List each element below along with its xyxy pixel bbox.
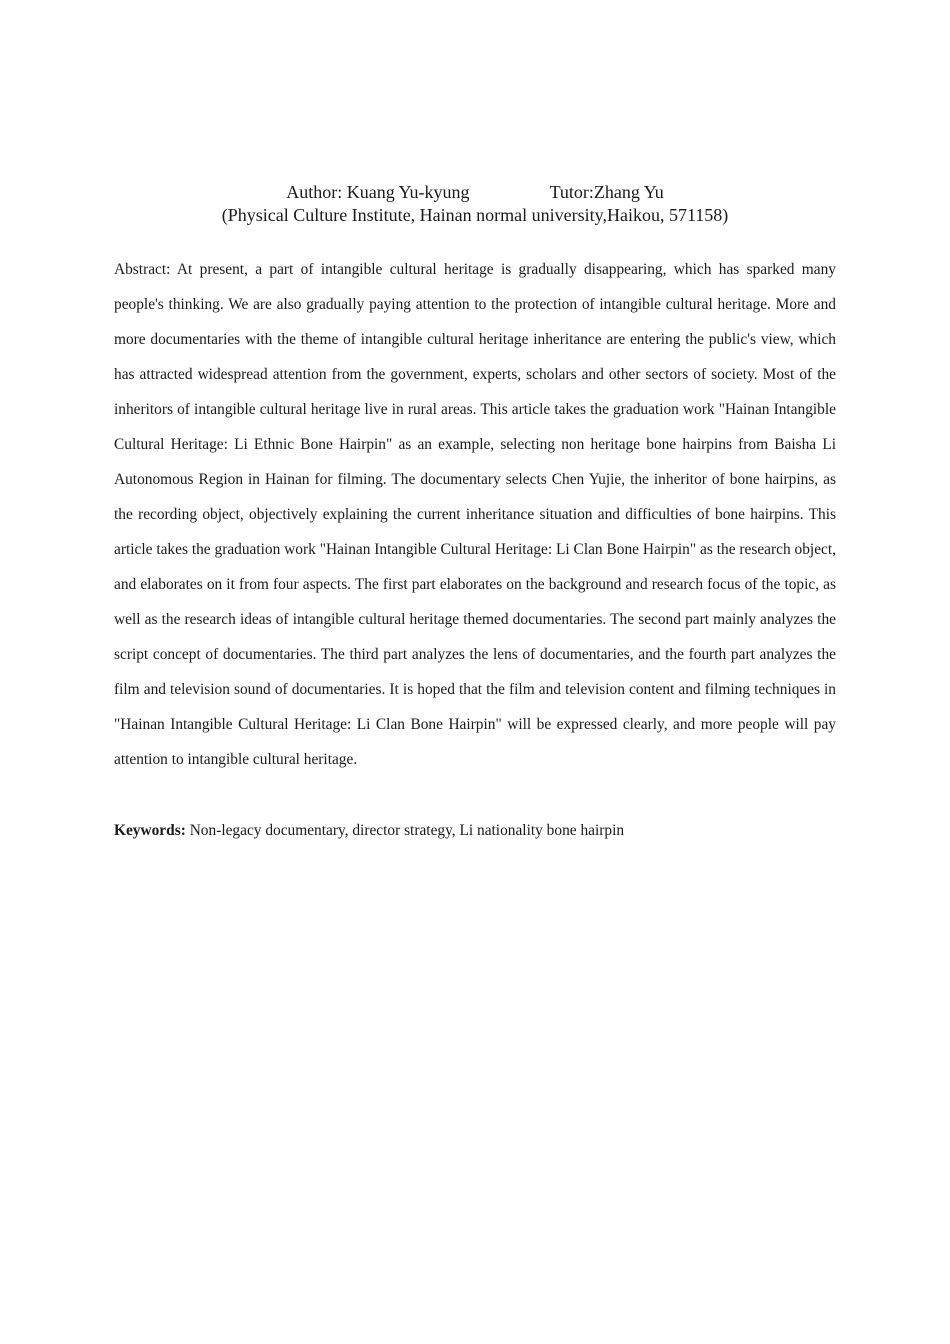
keywords-label: Keywords: [114, 822, 186, 839]
author-name: Author: Kuang Yu-kyung [286, 182, 470, 202]
abstract-paragraph: Abstract: At present, a part of intangible cultural heritage is gradually disappearing, which has sparked many people's thinking. We are also gradually paying attention to the protection of intangible cultural heritage. More and more documentaries with the theme of intangible cultural heritage inheritance are entering the public's view, which has attracted widespread attention from the government, experts, scholars and other sectors of society. Most of the inheritors of intangible cultural heritage live in rural areas. This article takes the graduation work "Hainan Intangible Cultural Heritage: Li Ethnic Bone Hairpin" as an example, selecting non heritage bone hairpins from Baisha Li Autonomous Region in Hainan for filming. The documentary selects Chen Yujie, the inheritor of bone hairpins, as the recording object, objectively explaining the current inheritance situation and difficulties of bone hairpins. This article takes the graduation work "Hainan Intangible Cultural Heritage: Li Clan Bone Hairpin" as the research object, and elaborates on it from four aspects. The first part elaborates on the background and research focus of the topic, as well as the research ideas of intangible cultural heritage themed documentaries. The second part mainly analyzes the script concept of documentaries. The third part analyzes the lens of documentaries, and the fourth part analyzes the film and television sound of documentaries. It is hoped that the film and television content and filming techniques in "Hainan Intangible Cultural Heritage: Li Clan Bone Hairpin" will be expressed clearly, and more people will pay attention to intangible cultural heritage. [114, 261, 836, 768]
keywords-text: Non-legacy documentary, director strategy, Li nationality bone hairpin [189, 822, 625, 839]
keywords-line [114, 813, 836, 848]
tutor-name: Tutor:Zhang Yu [549, 182, 664, 202]
author-tutor-line [0, 180, 950, 204]
affiliation: (Physical Culture Institute, Hainan normal university,Haikou, 571158) [221, 205, 729, 225]
